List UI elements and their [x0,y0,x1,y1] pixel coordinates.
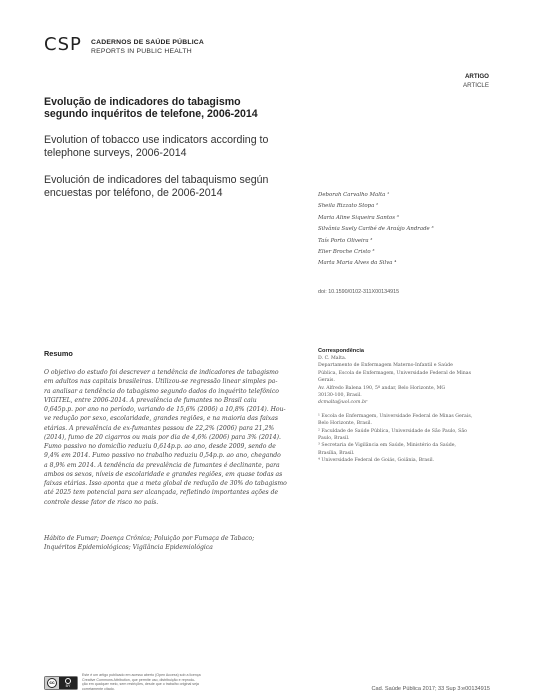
correspondence-email[interactable]: dcmalta@uol.com.br [318,400,368,406]
section-type [463,72,489,90]
address-line: Av. Alfredo Balena 190, 5º andar, Belo Horizonte, MG [318,385,446,391]
abstract-line: 9,4% em 2014. Fumo passivo no trabalho reduziu 0,54p.p. ao ano, chegando [44,452,281,460]
author-name: Elier Broche Cristo ³ [318,249,375,256]
abstract-line: ambos os sexos, níveis de escolaridade e grandes regiões, em quase todas as [44,470,283,478]
abstract-line: Fumo passivo no domicílio reduziu 0,614p.p. ao ano, desde 2009, sendo de [44,443,276,450]
title-line: Evolución de indicadores del tabaquismo según [44,174,269,186]
by-label: BY [65,684,71,688]
affiliation-line: Paulo, Brasil. [318,436,350,442]
affiliation-line: ⁴ Universidade Federal de Goiás, Goiânia, Brasil. [318,458,435,464]
affiliation-line: ³ Secretaria de Vigilância em Saúde, Ministério da Saúde, [318,443,456,449]
license-text [82,673,260,691]
license-line: Este é um artigo publicado em acesso aberto (Open Access) sob a licença [82,673,201,677]
abstract-line: controle desse fator de risco no país. [44,498,159,506]
affiliation-line: Brasília, Brasil. [318,450,355,456]
license-line: ção em qualquer meio, sem restrições, desde que o trabalho original seja [82,682,199,687]
author-list [318,190,518,270]
abstract-line: ve redução por sexo, escolaridade, grandes regiões, e na maioria das faixas [44,415,279,423]
doi-link[interactable]: doi: 10.1590/0102-311X00134915 [318,289,400,295]
article-title-en [44,134,314,159]
journal-name-en: REPORTS IN PUBLIC HEALTH [91,48,192,55]
abstract-line: (2014), fumo de 20 cigarros ou mais por dia de 4,6% (2006) para 3% (2014). [44,433,281,441]
title-line: telephone surveys, 2006-2014 [44,146,187,159]
keywords [44,534,309,552]
cc-by-license-badge[interactable] [44,676,78,690]
address-line: Pública, Escola de Enfermagem, Universidade Federal de Minas [318,370,471,376]
abstract-line: 0,645p.p. por ano no período, variando de 15,6% (2006) a 10,8% (2014). Hou- [44,406,286,413]
journal-name [91,38,204,56]
cc-label: cc [47,678,57,688]
abstract-line: etárias. A prevalência de ex-fumantes passou de 22,2% (2006) para 21,2% [44,424,275,432]
citation: Cad. Saúde Pública 2017; 33 Sup 3:e00134915 [371,686,490,692]
keywords-line: Hábito de Fumar; Doença Crônica; Poluição por Fumaça de Tabaco; [44,535,255,542]
license-line: corretamente citado. [82,686,115,691]
section-type-en: ARTICLE [462,82,489,89]
abstract-line: VIGITEL, entre 2006-2014. A prevalência de fumantes no Brasil caiu [44,396,257,404]
author-name: Sheila Rizzato Stopa ² [318,203,379,210]
title-line: segundo inquéritos de telefone, 2006-2014 [44,108,258,121]
correspondence-block [318,348,498,465]
author-name: Deborah Carvalho Malta ¹ [318,192,390,198]
section-type-pt: ARTIGO [464,73,489,80]
abstract-line: até 2025 tem potencial para ser alcançada, refletindo importantes ações de [44,489,279,497]
abstract-line: faixas etárias. Isso aponta que a meta global de redução de 30% do tabagismo [44,480,287,487]
author-name: Maria Aline Siqueira Santos ³ [318,214,399,221]
correspondence-heading: Correspondência [318,348,365,354]
article-title-pt [44,96,294,121]
abstract-text [44,368,309,507]
title-line: Evolution of tobacco use indicators according to [44,134,269,146]
author-name: Silvânia Suely Caribé de Araújo Andrade ³ [318,226,434,233]
by-icon [59,677,77,689]
abstract-line: a 8,9% em 2014. A tendência da prevalência de fumantes é declinante, para [44,461,280,469]
journal-logo: CSP [44,34,82,55]
address-line: D. C. Malta. [318,356,347,361]
affiliation-line: ¹ Escola de Enfermagem, Universidade Federal de Minas Gerais, [318,413,473,419]
address-line: Gerais. [318,378,335,384]
abstract-line: O objetivo do estudo foi descrever a tendência de indicadores de tabagismo [44,369,279,376]
address-line: Departamento de Enfermagem Materno-Infantil e Saúde [318,363,453,369]
keywords-line: Inquéritos Epidemiológicos; Vigilância Epidemiológica [44,544,213,552]
address-line: 30130-100, Brasil. [318,393,362,399]
article-title-es [44,174,314,199]
affiliation-line: ² Faculdade de Saúde Pública, Universidade de São Paulo, São [318,428,467,434]
abstract-line: em adultos nas capitais brasileiras. Utilizou-se regressão linear simples pa- [44,378,278,386]
cc-icon [45,677,59,689]
abstract-heading: Resumo [44,349,73,358]
title-line: encuestas por teléfono, de 2006-2014 [44,186,223,199]
affiliation-line: Belo Horizonte, Brasil. [318,421,373,427]
journal-name-pt: CADERNOS DE SAÚDE PÚBLICA [91,39,205,46]
author-name: Taís Porto Oliveira ³ [318,237,373,244]
title-line: Evolução de indicadores do tabagismo [44,96,241,108]
author-name: Marta Maria Alves da Silva ⁴ [318,260,397,267]
license-line: Creative Commons Attribution, que permite uso, distribuição e reprodu- [82,677,196,682]
abstract-line: ra analisar a tendência do tabagismo segundo dados do inquérito telefônico [44,387,279,395]
